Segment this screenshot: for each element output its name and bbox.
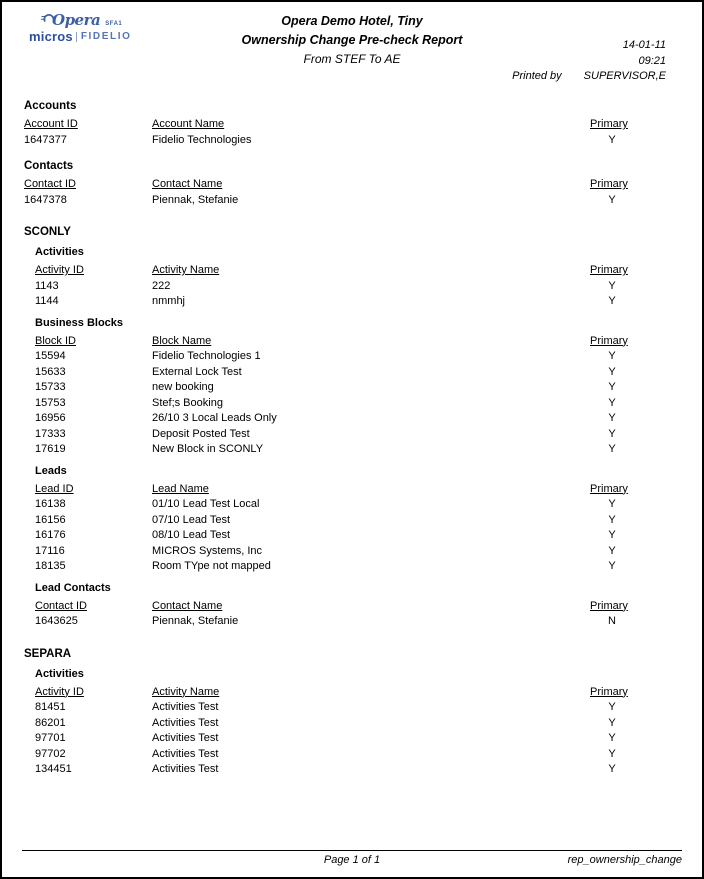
opera-wordmark: Opera xyxy=(52,11,101,29)
table-row xyxy=(35,294,634,310)
cell-name: Activities Test xyxy=(152,732,219,744)
cell-name: Stef;s Booking xyxy=(152,396,223,409)
report-body xyxy=(2,86,702,778)
column-header-primary: Primary xyxy=(590,118,628,130)
page-number: Page 1 of 1 xyxy=(323,854,381,866)
table-row xyxy=(35,731,634,747)
cell-primary: Y xyxy=(608,193,616,206)
cell-name: 26/10 3 Local Leads Only xyxy=(152,412,277,424)
column-header-name: Activity Name xyxy=(152,685,220,698)
cell-primary: Y xyxy=(608,763,616,775)
cell-id: 17619 xyxy=(35,443,66,455)
cell-id: 17333 xyxy=(35,427,66,440)
column-header-primary: Primary xyxy=(590,599,628,612)
table-row xyxy=(35,349,634,365)
cell-id: 17116 xyxy=(35,544,65,557)
cell-id: 81451 xyxy=(35,701,66,713)
section-contacts xyxy=(2,159,702,208)
cell-name: Activities Test xyxy=(152,701,219,713)
cell-id: 1647378 xyxy=(24,193,67,206)
contacts-table xyxy=(24,177,634,208)
cell-id: 16956 xyxy=(35,412,66,424)
separa-activities-table xyxy=(35,685,634,778)
fidelio-wordmark: FIDELIO xyxy=(80,30,132,42)
cell-id: 16176 xyxy=(35,529,66,541)
table-row xyxy=(35,513,634,529)
separa-activities-table-title: Activities xyxy=(35,667,84,680)
report-header xyxy=(2,2,702,86)
table-row xyxy=(35,497,634,513)
column-header-id: Block ID xyxy=(35,334,76,347)
cell-id: 1144 xyxy=(35,295,59,307)
cell-primary: Y xyxy=(608,732,616,744)
table-row xyxy=(24,133,634,149)
report-footer xyxy=(22,850,682,869)
cell-primary: Y xyxy=(608,295,616,307)
cell-primary: Y xyxy=(608,443,616,455)
table-row xyxy=(35,442,634,458)
cell-id: 1143 xyxy=(35,279,59,292)
table-row xyxy=(35,716,634,732)
hotel-name: Opera Demo Hotel, Tiny xyxy=(281,14,423,28)
table-row xyxy=(35,747,634,763)
cell-name: Room TYpe not mapped xyxy=(152,560,271,572)
cell-primary: Y xyxy=(608,133,616,146)
cell-name: External Lock Test xyxy=(152,365,242,378)
micros-wordmark: micros xyxy=(29,29,73,44)
column-header-name: Contact Name xyxy=(152,599,223,612)
section-accounts xyxy=(2,99,702,148)
cell-name: 01/10 Lead Test Local xyxy=(152,498,260,510)
column-header-id: Activity ID xyxy=(35,264,84,276)
sconly-lead-contacts-table xyxy=(35,599,634,630)
cell-id: 86201 xyxy=(35,716,66,729)
section-title-accounts: Accounts xyxy=(24,100,77,112)
cell-primary: Y xyxy=(608,427,616,440)
sconly-leads-table xyxy=(35,482,634,575)
table-row xyxy=(24,193,634,209)
sconly-lead-contacts-table-title: Lead Contacts xyxy=(35,581,111,594)
column-header-name: Contact Name xyxy=(152,178,223,190)
table-row xyxy=(35,279,634,295)
cell-id: 15633 xyxy=(35,365,66,378)
cell-primary: Y xyxy=(608,498,616,510)
cell-primary: Y xyxy=(608,396,616,409)
sconly-leads-table-title: Leads xyxy=(35,464,67,477)
sconly-activities-table-title: Activities xyxy=(35,246,84,258)
cell-id: 97701 xyxy=(35,732,66,744)
cell-primary: Y xyxy=(608,716,616,729)
sconly-business-blocks-table-title: Business Blocks xyxy=(35,316,124,329)
table-row xyxy=(35,762,634,778)
column-header-row xyxy=(35,482,634,498)
cell-name: Activities Test xyxy=(152,763,219,775)
table-row xyxy=(35,396,634,412)
table-row xyxy=(35,411,634,427)
printed-by-label: Printed by xyxy=(512,70,562,82)
group-title-separa: SEPARA xyxy=(24,647,72,660)
table-row xyxy=(35,427,634,443)
cell-primary: Y xyxy=(608,529,616,541)
column-header-name: Lead Name xyxy=(152,482,209,495)
cell-primary: Y xyxy=(608,701,616,713)
column-header-name: Block Name xyxy=(152,334,212,347)
cell-primary: Y xyxy=(608,365,616,378)
column-header-row xyxy=(24,117,634,133)
column-header-name: Account Name xyxy=(152,118,225,130)
cell-name: MICROS Systems, Inc xyxy=(152,544,263,557)
cell-name: New Block in SCONLY xyxy=(152,443,264,455)
sconly-activities-table xyxy=(35,263,634,310)
table-row xyxy=(35,559,634,575)
cell-name: new booking xyxy=(152,381,214,393)
cell-primary: Y xyxy=(608,279,616,292)
cell-primary: Y xyxy=(608,412,616,424)
group-title-sconly: SCONLY xyxy=(24,226,71,238)
column-header-row xyxy=(35,334,634,350)
column-header-primary: Primary xyxy=(590,264,628,276)
group-separa xyxy=(2,647,702,778)
cell-primary: Y xyxy=(608,544,616,557)
cell-primary: Y xyxy=(608,381,616,393)
cell-name: Fidelio Technologies xyxy=(152,133,252,146)
cell-name: Fidelio Technologies 1 xyxy=(152,350,261,362)
column-header-primary: Primary xyxy=(590,482,628,495)
cell-id: 1647377 xyxy=(24,133,67,146)
column-header-id: Lead ID xyxy=(35,482,74,495)
cell-name: nmmhj xyxy=(152,295,186,307)
cell-primary: N xyxy=(608,615,616,627)
printed-by-value: SUPERVISOR,E xyxy=(583,70,666,82)
cell-name: Activities Test xyxy=(152,747,219,760)
cell-name: 07/10 Lead Test xyxy=(152,513,231,526)
sconly-business-blocks-table xyxy=(35,334,634,458)
report-id: rep_ownership_change xyxy=(567,854,682,866)
print-date: 14-01-11 xyxy=(622,39,666,51)
table-row xyxy=(35,700,634,716)
column-header-row xyxy=(24,177,634,193)
cell-primary: Y xyxy=(608,350,616,362)
accounts-table xyxy=(24,117,634,148)
table-row xyxy=(35,365,634,381)
column-header-id: Activity ID xyxy=(35,685,84,698)
column-header-row xyxy=(35,685,634,701)
group-sconly xyxy=(2,225,702,630)
cell-name: Deposit Posted Test xyxy=(152,427,250,440)
cell-id: 16156 xyxy=(35,513,66,526)
section-title-contacts: Contacts xyxy=(24,160,74,172)
cell-id: 16138 xyxy=(35,498,66,510)
column-header-name: Activity Name xyxy=(152,264,220,276)
cell-id: 97702 xyxy=(35,747,66,760)
cell-id: 15594 xyxy=(35,350,66,362)
print-meta xyxy=(512,38,666,85)
column-header-row xyxy=(35,263,634,279)
report-title: Ownership Change Pre-check Report xyxy=(241,33,463,47)
cell-primary: Y xyxy=(608,747,616,760)
column-header-id: Account ID xyxy=(24,118,78,130)
cell-name: Piennak, Stefanie xyxy=(152,615,239,627)
logo-edition-label: SFA1 xyxy=(105,21,123,27)
cell-primary: Y xyxy=(608,560,616,572)
column-header-id: Contact ID xyxy=(35,599,87,612)
cell-name: Piennak, Stefanie xyxy=(152,193,239,206)
cell-id: 15733 xyxy=(35,381,66,393)
table-row xyxy=(35,544,634,560)
table-row xyxy=(35,614,634,630)
cell-id: 15753 xyxy=(35,396,66,409)
table-row xyxy=(35,528,634,544)
column-header-primary: Primary xyxy=(590,334,628,347)
print-time: 09:21 xyxy=(638,54,666,67)
report-subtitle: From STEF To AE xyxy=(303,52,401,66)
cell-id: 1643625 xyxy=(35,615,78,627)
cell-name: 08/10 Lead Test xyxy=(152,529,231,541)
table-row xyxy=(35,380,634,396)
column-header-id: Contact ID xyxy=(24,178,76,190)
cell-id: 134451 xyxy=(35,763,72,775)
column-header-primary: Primary xyxy=(590,685,628,698)
cell-id: 18135 xyxy=(35,560,66,572)
cell-name: Activities Test xyxy=(152,716,219,729)
column-header-primary: Primary xyxy=(590,178,628,190)
column-header-row xyxy=(35,599,634,615)
cell-name: 222 xyxy=(152,279,171,292)
cell-primary: Y xyxy=(608,513,616,526)
